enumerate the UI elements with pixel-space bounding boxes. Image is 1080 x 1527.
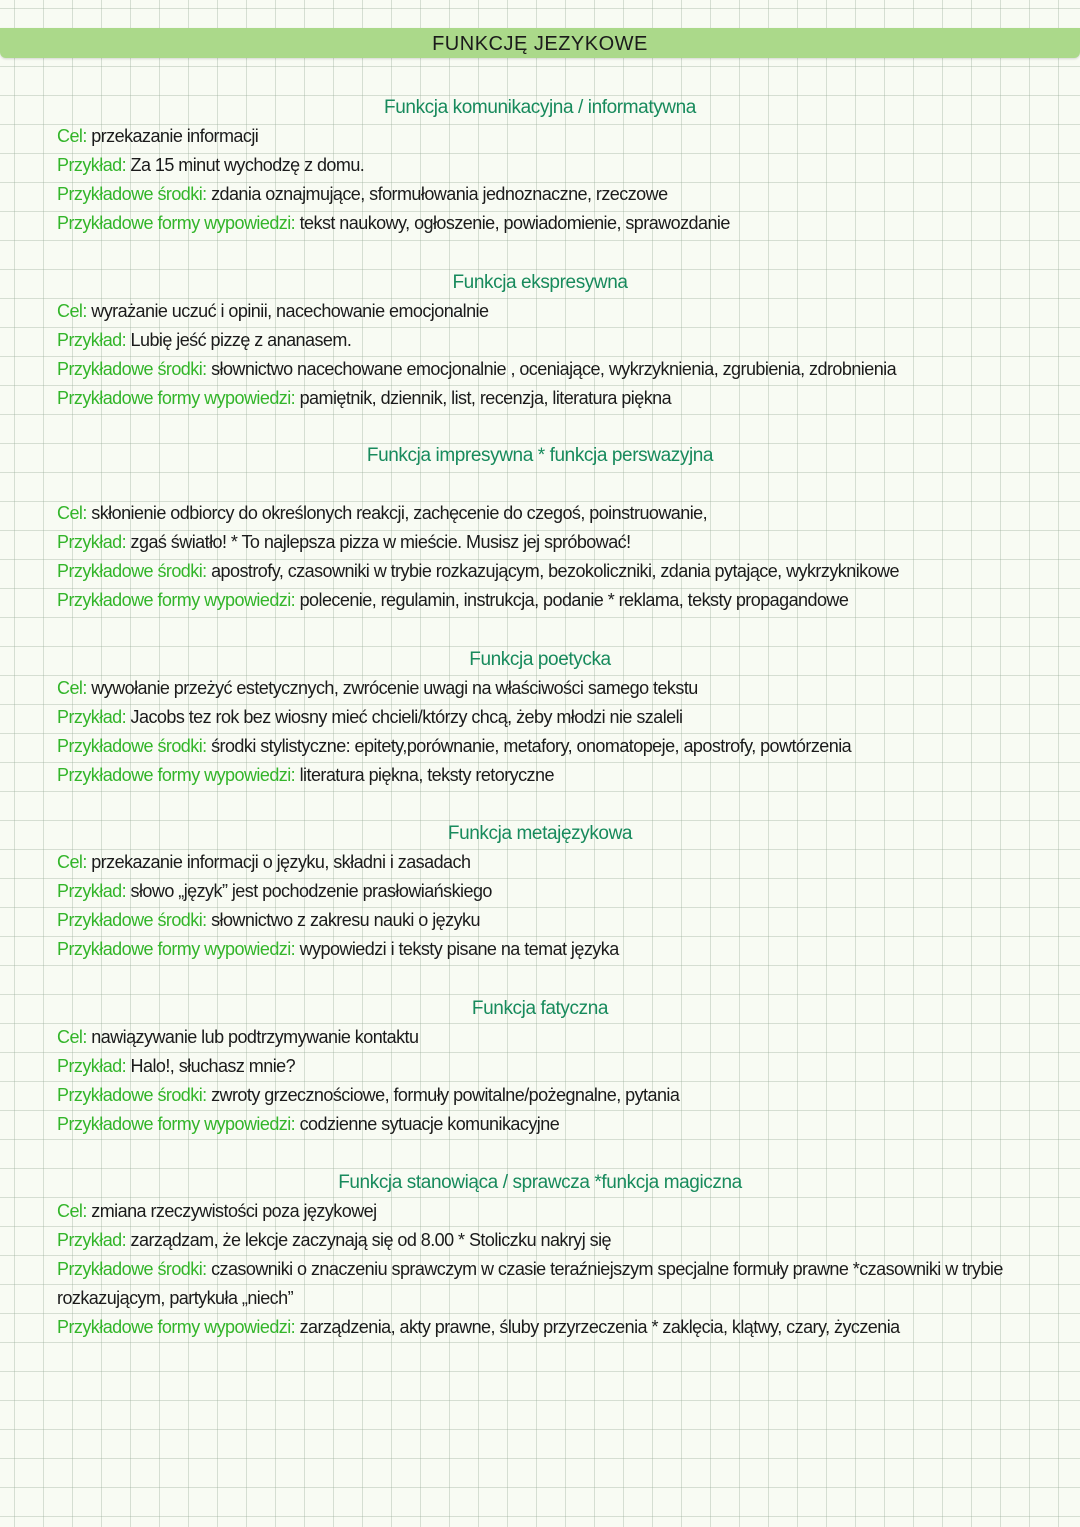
- formy-line: [57, 1110, 1067, 1139]
- srodki-text: zwroty grzecznościowe, formuły powitalne/pożegnalne, pytania: [211, 1085, 680, 1105]
- przyklad-label: Przykład:: [57, 1056, 127, 1076]
- przyklad-line: [57, 1226, 1067, 1255]
- formy-label: Przykładowe formy wypowiedzi:: [57, 590, 296, 610]
- section-stanowiaca: [57, 1168, 1067, 1342]
- cel-line: [57, 848, 1067, 877]
- section-title: Funkcja impresywna * funkcja perswazyjna: [366, 445, 714, 466]
- srodki-line: [57, 906, 1067, 935]
- formy-text: zarządzenia, akty prawne, śluby przyrzeczenia * zaklęcia, klątwy, czary, życzenia: [299, 1317, 900, 1337]
- formy-line: [57, 761, 1067, 790]
- przyklad-text: Za 15 minut wychodzę z domu.: [130, 155, 365, 175]
- title-band: [0, 28, 1080, 58]
- cel-label: Cel:: [57, 503, 87, 523]
- srodki-text: słownictwo nacechowane emocjonalnie , oceniające, wykrzyknienia, zgrubienia, zdrobnienia: [211, 359, 897, 379]
- section-title: Funkcja metajęzykowa: [447, 823, 633, 844]
- srodki-line: [57, 1081, 1067, 1110]
- przyklad-label: Przykład:: [57, 881, 127, 901]
- srodki-label: Przykładowe środki:: [57, 910, 207, 930]
- cel-text: nawiązywanie lub podtrzymywanie kontaktu: [91, 1027, 419, 1047]
- przyklad-line: [57, 326, 1067, 355]
- srodki-text: środki stylistyczne: epitety,porównanie, metafory, onomatopeje, apostrofy, powtórzenia: [211, 736, 852, 756]
- section-title: Funkcja komunikacyjna / informatywna: [384, 97, 696, 118]
- przyklad-text: Jacobs tez rok bez wiosny mieć chcieli/którzy chcą, żeby młodzi nie szaleli: [130, 707, 683, 727]
- cel-text: skłonienie odbiorcy do określonych reakcji, zachęcenie do czegoś, poinstruowanie,: [91, 503, 708, 523]
- section-title: Funkcja poetycka: [469, 649, 611, 670]
- cel-line: [57, 122, 1067, 151]
- section-poetycka: [57, 645, 1067, 790]
- cel-label: Cel:: [57, 678, 87, 698]
- formy-text: literatura piękna, teksty retoryczne: [299, 765, 554, 785]
- przyklad-label: Przykład:: [57, 532, 127, 552]
- srodki-label: Przykładowe środki:: [57, 184, 207, 204]
- srodki-label: Przykładowe środki:: [57, 1085, 207, 1105]
- cel-line: [57, 1197, 1067, 1226]
- formy-line: [57, 209, 1067, 238]
- przyklad-text: zarządzam, że lekcje zaczynają się od 8.00 * Stoliczku nakryj się: [130, 1230, 612, 1250]
- przyklad-line: [57, 703, 1067, 732]
- srodki-label: Przykładowe środki:: [57, 736, 207, 756]
- przyklad-line: [57, 877, 1067, 906]
- formy-label: Przykładowe formy wypowiedzi:: [57, 1317, 296, 1337]
- formy-label: Przykładowe formy wypowiedzi:: [57, 388, 296, 408]
- przyklad-label: Przykład:: [57, 155, 127, 175]
- srodki-text: zdania oznajmujące, sformułowania jednoznaczne, rzeczowe: [211, 184, 668, 204]
- formy-text: codzienne sytuacje komunikacyjne: [299, 1114, 560, 1134]
- spacer: [57, 470, 1067, 499]
- cel-label: Cel:: [57, 1201, 87, 1221]
- cel-text: przekazanie informacji o języku, składni i zasadach: [91, 852, 471, 872]
- formy-label: Przykładowe formy wypowiedzi:: [57, 765, 296, 785]
- srodki-line: [57, 732, 1067, 761]
- cel-label: Cel:: [57, 126, 87, 146]
- formy-line: [57, 384, 1067, 413]
- section-komunikacyjna: [57, 93, 1067, 238]
- przyklad-text: słowo „język” jest pochodzenie prasłowiańskiego: [130, 881, 492, 901]
- section-metajezykowa: [57, 819, 1067, 964]
- cel-text: wyrażanie uczuć i opinii, nacechowanie emocjonalnie: [91, 301, 489, 321]
- cel-line: [57, 1023, 1067, 1052]
- srodki-line: [57, 355, 1067, 384]
- cel-line: [57, 499, 1067, 528]
- przyklad-label: Przykład:: [57, 1230, 127, 1250]
- przyklad-label: Przykład:: [57, 707, 127, 727]
- cel-line: [57, 674, 1067, 703]
- srodki-text: apostrofy, czasowniki w trybie rozkazującym, bezokoliczniki, zdania pytające, wykrzyknikowe: [211, 561, 899, 581]
- srodki-line: [57, 557, 1067, 586]
- page-title: FUNKCJĘ JEZYKOWE: [432, 33, 648, 55]
- section-title: Funkcja ekspresywna: [452, 272, 628, 293]
- srodki-label: Przykładowe środki:: [57, 359, 207, 379]
- section-title: Funkcja fatyczna: [471, 998, 609, 1019]
- formy-line: [57, 586, 1067, 615]
- przyklad-text: Halo!, słuchasz mnie?: [130, 1056, 296, 1076]
- cel-text: zmiana rzeczywistości poza językowej: [91, 1201, 377, 1221]
- section-impresywna: [57, 441, 1067, 615]
- cel-text: przekazanie informacji: [91, 126, 259, 146]
- cel-line: [57, 297, 1067, 326]
- formy-label: Przykładowe formy wypowiedzi:: [57, 939, 296, 959]
- formy-label: Przykładowe formy wypowiedzi:: [57, 1114, 296, 1134]
- section-ekspresywna: [57, 268, 1067, 413]
- formy-line: [57, 935, 1067, 964]
- formy-line: [57, 1313, 1067, 1342]
- przyklad-line: [57, 151, 1067, 180]
- cel-text: wywołanie przeżyć estetycznych, zwrócenie uwagi na właściwości samego tekstu: [91, 678, 698, 698]
- przyklad-text: Lubię jeść pizzę z ananasem.: [130, 330, 352, 350]
- srodki-text: słownictwo z zakresu nauki o języku: [211, 910, 480, 930]
- srodki-label: Przykładowe środki:: [57, 1259, 207, 1279]
- cel-label: Cel:: [57, 852, 87, 872]
- przyklad-text: zgaś światło! * To najlepsza pizza w mieście. Musisz jej spróbować!: [130, 532, 631, 552]
- przyklad-line: [57, 1052, 1067, 1081]
- section-title: Funkcja stanowiąca / sprawcza *funkcja magiczna: [338, 1172, 742, 1193]
- srodki-label: Przykładowe środki:: [57, 561, 207, 581]
- przyklad-label: Przykład:: [57, 330, 127, 350]
- srodki-line: [57, 180, 1067, 209]
- formy-label: Przykładowe formy wypowiedzi:: [57, 213, 296, 233]
- formy-text: tekst naukowy, ogłoszenie, powiadomienie, sprawozdanie: [299, 213, 730, 233]
- formy-text: polecenie, regulamin, instrukcja, podanie * reklama, teksty propagandowe: [299, 590, 849, 610]
- srodki-text: czasowniki o znaczeniu sprawczym w czasie teraźniejszym specjalne formuły prawne *czasowniki w trybie rozkazującym, partykuła „niech”: [57, 1259, 1003, 1308]
- przyklad-line: [57, 528, 1067, 557]
- cel-label: Cel:: [57, 301, 87, 321]
- srodki-line: [57, 1255, 1067, 1313]
- section-fatyczna: [57, 994, 1067, 1139]
- formy-text: pamiętnik, dziennik, list, recenzja, literatura piękna: [299, 388, 672, 408]
- cel-label: Cel:: [57, 1027, 87, 1047]
- formy-text: wypowiedzi i teksty pisane na temat języka: [299, 939, 619, 959]
